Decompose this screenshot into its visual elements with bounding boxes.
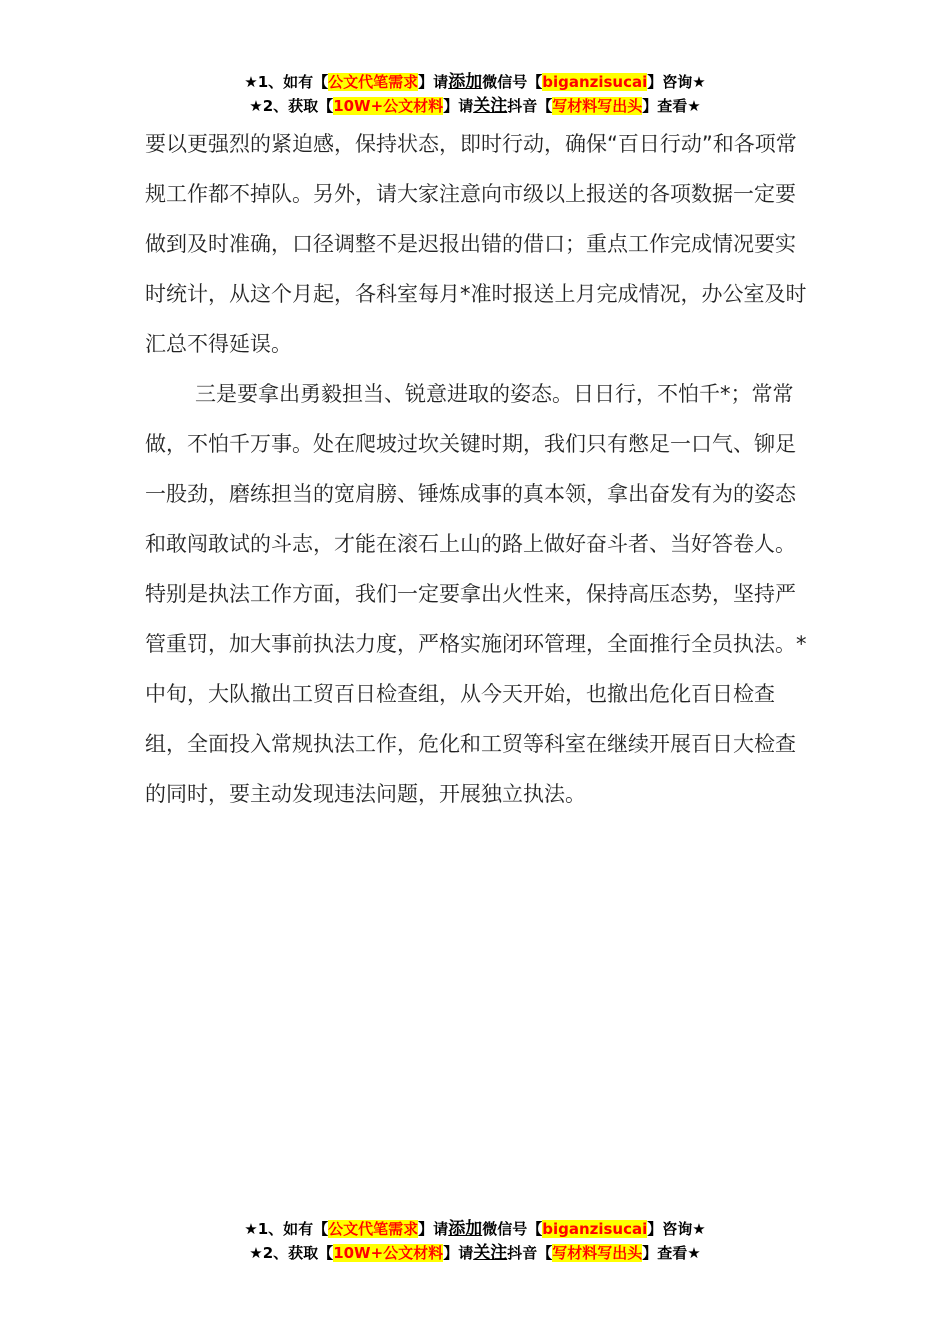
footer-banner-line-1	[0, 1217, 950, 1241]
banner-emphasis: 关注	[473, 1243, 508, 1263]
wechat-id-highlight: biganzisucai	[542, 1220, 648, 1238]
banner-text: 微信号【	[482, 73, 543, 91]
header-banner-line-2	[0, 94, 950, 118]
banner-text: ★2、获取【	[249, 97, 334, 115]
banner-emphasis: 添加	[448, 72, 483, 92]
banner-text: 抖音【	[507, 1244, 553, 1262]
header-banner-line-1	[0, 70, 950, 94]
banner-text: 】请	[418, 73, 449, 91]
banner-highlight: 公文代笔需求	[328, 73, 419, 91]
banner-text: 】请	[443, 1244, 474, 1262]
banner-emphasis: 添加	[448, 1219, 483, 1239]
banner-text: 抖音【	[507, 97, 553, 115]
banner-text: 】咨询★	[647, 1220, 706, 1238]
banner-text: 】查看★	[642, 1244, 701, 1262]
paragraph-2: 三是要拿出勇毅担当、锐意进取的姿态。日日行，不怕千*；常常做，不怕千万事。处在爬坡过坎关键时期，我们只有憋足一口气、铆足一股劲，磨练担当的宽肩膀、锤炼成事的真本领，拿出奋发有为的姿态和敢闯敢试的斗志，才能在滚石上山的路上做好奋斗者、当好答卷人。特别是执法工作方面，我们一定要拿出火性来，保持高压态势，坚持严管重罚，加大事前执法力度，严格实施闭环管理，全面推行全员执法。*中旬，大队撤出工贸百日检查组，从今天开始，也撤出危化百日检查组，全面投入常规执法工作，危化和工贸等科室在继续开展百日大检查的同时，要主动发现违法问题，开展独立执法。	[145, 382, 807, 806]
header-banner	[0, 70, 950, 118]
footer-banner-line-2	[0, 1241, 950, 1265]
banner-text: ★2、获取【	[249, 1244, 334, 1262]
banner-highlight: 公文代笔需求	[328, 1220, 419, 1238]
banner-emphasis: 关注	[473, 96, 508, 116]
banner-highlight: 10W+公文材料	[333, 1244, 444, 1262]
banner-text: 】请	[418, 1220, 449, 1238]
banner-text: ★1、如有【	[244, 73, 329, 91]
banner-text: 微信号【	[482, 1220, 543, 1238]
banner-text: 】查看★	[642, 97, 701, 115]
paragraph-1: 要以更强烈的紧迫感，保持状态，即时行动，确保“百日行动”和各项常规工作都不掉队。另外，请大家注意向市级以上报送的各项数据一定要做到及时准确，口径调整不是迟报出错的借口；重点工作完成情况要实时统计，从这个月起，各科室每月*准时报送上月完成情况，办公室及时汇总不得延误。	[145, 132, 807, 356]
wechat-id-highlight: biganzisucai	[542, 73, 648, 91]
banner-text: 】请	[443, 97, 474, 115]
banner-text: ★1、如有【	[244, 1220, 329, 1238]
banner-highlight: 10W+公文材料	[333, 97, 444, 115]
douyin-account-highlight: 写材料写出头	[552, 1244, 643, 1262]
footer-banner	[0, 1217, 950, 1265]
douyin-account-highlight: 写材料写出头	[552, 97, 643, 115]
document-body	[145, 119, 811, 819]
banner-text: 】咨询★	[647, 73, 706, 91]
